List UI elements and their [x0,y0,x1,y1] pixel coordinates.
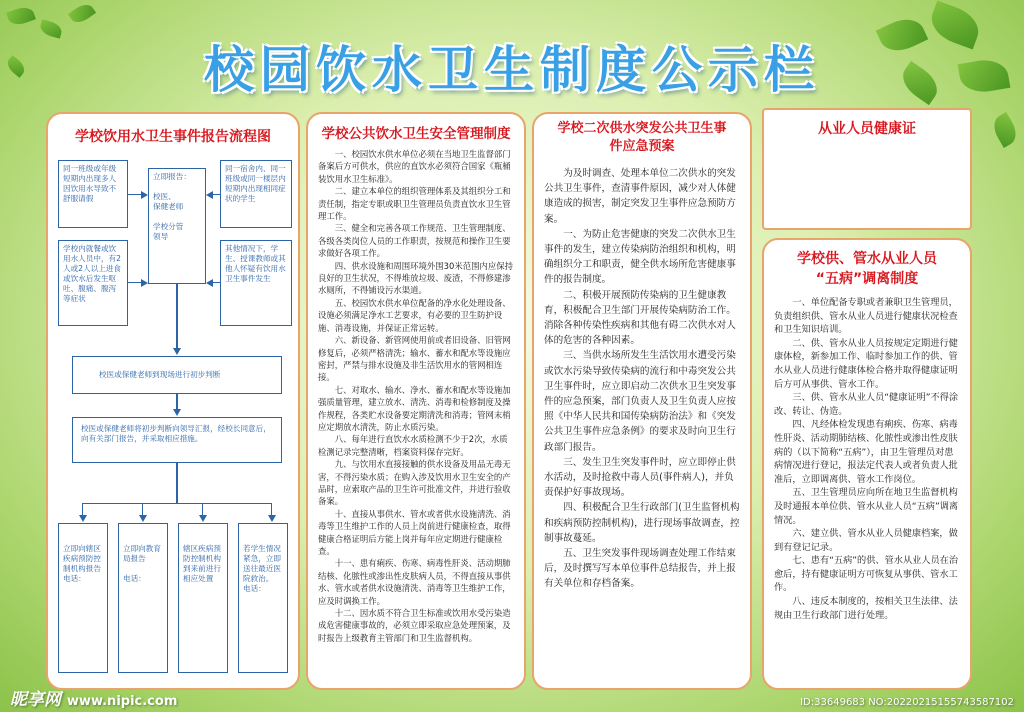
health-certificate-title: 从业人员健康证 [818,121,916,137]
plan-clause: 一、为防止危害健康的突发二次供水卫生事件的发生，建立传染病防治组织和机构，明确组织分工和职责，健全供水场所危害健康事件的报告制度。 [544,228,736,286]
page-title: 校园饮水卫生制度公示栏 [204,41,820,99]
flow-connector [176,284,177,348]
flow-box-education-report: 立即向教育局报告 电话： [118,523,168,673]
flow-connector [82,503,83,515]
plan-clause: 五、卫生突发事件现场调查处理工作结束后，及时撰写写本单位事件总结报告，并上报有关单位和存档备案。 [544,548,736,590]
flow-connector [82,503,272,504]
water-safety-policy-title: 学校公共饮水卫生安全管理制度 [321,126,511,142]
flow-connector [271,503,272,515]
policy-clause: 十一、患有痢疾、伤寒、病毒性肝炎、活动期肺结核、化脓性或渗出性皮肤病人员，不得直接从事供水、管水或者供水设施清洗、消毒等卫生维护工作，应及时调换工作。 [318,558,511,606]
policy-clause: 十二、因水质不符合卫生标准或饮用水受污染造成危害健康事故的，必须立即采取应急处理预案，及时报告上级教育主管部门和卫生监督机构。 [318,608,511,643]
flow-arrow [206,279,213,287]
plan-clause: 三、当供水场所发生生活饮用水遭受污染或饮水污染导致传染病的流行和中毒突发公共卫生事件时，应立即启动二次供水卫生突发事件的应急预案，部门负责人及卫生负责人应按照《中华人民共和国传染病防治法》和《突发公共卫生事件应急条例》的要求及时向卫生行政部门报告。 [544,350,736,453]
flow-arrow [173,409,181,416]
leaf-decoration [6,4,36,28]
five-diseases-panel [762,238,972,690]
five-diseases-clause: 六、建立供、管水从业人员健康档案，做到有登记记录。 [774,528,958,553]
emergency-plan-panel [532,112,752,690]
flow-box-dorm-symptoms: 同一宿舍内、同一班级或同一楼层内短期内出现相同症状的学生 [220,160,292,228]
flow-box-principal-report: 校医或保健老师将初步判断向领导汇报，经校长同意后，向有关部门报告，并采取相应措施。 [72,417,282,463]
policy-clause: 七、对取水、输水、净水、蓄水和配水等设施加强质量管理，建立放水、清洗、消毒和检修制度及操作规程，各类贮水设备要定期清洗和消毒；管网末梢应定期放水清洗，防止水质污染。 [318,384,511,432]
flowchart-title: 学校饮用水卫生事件报告流程图 [75,129,271,145]
emergency-plan-text [534,166,750,592]
flow-connector [142,503,143,515]
five-diseases-clause: 二、供、管水从业人员按规定定期进行健康体检，新参加工作、临时参加工作的供、管水从业人员进行健康体检合格并取得健康证明后方可从事供、管水工作。 [774,337,958,390]
flow-connector [176,394,177,409]
policy-clause: 八、每年进行直饮水水质检测不少于2次，水质检测记录完整清晰，档案资料保存完好。 [318,434,508,457]
flow-box-immediate-report: 立即报告： 校医、 保健老师 学校分管 领导 [148,168,206,284]
flow-connector [128,194,141,195]
flow-arrow [141,279,148,287]
flow-arrow [199,515,207,522]
five-diseases-text [764,296,970,622]
flow-box-cdc-report: 立即向辖区疾病预防控制机构报告 电话： [58,523,108,673]
five-diseases-clause: 七、患有“五病”的供、管水从业人员在治愈后，持有健康证明方可恢复从事供、管水工作。 [774,555,959,594]
leaf-decoration [989,112,1021,148]
policy-clause: 六、新设备、新管网使用前或者旧设备、旧管网修复后，必须严格清洗；输水、蓄水和配水等设施应密封，严禁与排水设施及非生活饮用水的管网相连接。 [318,335,511,383]
flow-connector [128,282,141,283]
policy-clause: 五、校园饮水供水单位配备的净水化处理设备、设施必须满足净水工艺要求，有必要的卫生防护设施、消毒设施，并保证正常运转。 [318,297,511,333]
flow-box-hospital-rescue: 若学生情况紧急，立即送往最近医院救治。 电话： [238,523,288,673]
flow-arrow [139,515,147,522]
five-diseases-clause: 三、供、管水从业人员“健康证明”不得涂改、转让、伪造。 [774,392,959,417]
plan-clause: 为及时调查、处理本单位二次供水的突发公共卫生事件，查清事件原因，减少对人体健康造成的损害，制定突发卫生事件应急预防方案。 [544,168,736,225]
flow-arrow [79,515,87,522]
five-diseases-clause: 四、凡经体检发现患有痢疾、伤寒、病毒性肝炎、活动期肺结核、化脓性或渗出性皮肤病的（以下简称“五病”），由卫生管理员对患病情况进行登记，报法定代表人或者负责人批准后，立即调离供、管水工作岗位。 [774,419,958,485]
flow-arrow [206,191,213,199]
plan-clause: 四、积极配合卫生行政部门(卫生监督机构和疾病预防控制机构)，进行现场事故调查，控制事故蔓延。 [544,502,740,544]
flow-box-other-suspicion: 其他情况下，学生、授课教师或其他人怀疑有饮用水卫生事件发生 [220,240,292,326]
plan-clause: 二、积极开展预防传染病的卫生健康教育，积极配合卫生部门开展传染病防治工作。消除各种传染性疾病和其他有碍二次供水对人体的危害的各种因素。 [544,289,736,347]
health-certificate-panel [762,108,972,230]
report-flowchart-panel [46,112,300,690]
watermark-logo [10,685,177,710]
policy-clause: 九、与饮用水直接接触的供水设备及用品无毒无害，不得污染水质；在购入涉及饮用水卫生安全的产品时，应索取产品的卫生许可批准文件，并进行验收备案。 [318,459,511,507]
flow-arrow [173,348,181,355]
flow-box-initial-judgment: 校医或保健老师到现场进行初步判断 [72,356,282,394]
watermark-logo-text: 昵享网 [10,690,61,710]
watermark-url: www.nipic.com [66,694,178,709]
emergency-plan-title: 学校二次供水突发公共卫生事件应急预案 [557,121,727,154]
flow-box-onsite-handling: 辖区疾病预防控制机构到来前进行相应处置 [178,523,228,673]
five-diseases-title-line2: “五病”调离制度 [815,271,919,287]
flow-box-class-illness: 同一班级或年级短期内出现多人因饮用水导致不舒服请假 [58,160,128,228]
flow-box-dining-symptoms: 学校内就餐或饮用水人员中，有2人或2人以上进食或饮水后发生呕吐、腹痛、腹泻等症状 [58,240,128,326]
flow-connector [202,503,203,515]
policy-clause: 十、直接从事供水、管水或者供水设施清洗、消毒等卫生维护工作的人员上岗前进行健康检查，取得健康合格证明后方能上岗并每年应定期进行健康检查。 [318,508,511,556]
flow-arrow [268,515,276,522]
flow-connector [213,194,220,195]
watermark-id: ID:33649683 NO:20220215155743587102 [800,697,1014,708]
water-safety-policy-panel [306,112,526,690]
policy-clause: 三、健全和完善各项工作规范、卫生管理制度、各级各类岗位人员的工作职责，按规范和操作卫生要求做好各项工作。 [318,223,511,259]
five-diseases-clause: 五、卫生管理员应向所在地卫生监督机构及时通报本单位供、管水从业人员“五病”调离情况。 [774,487,959,526]
leaf-decoration [68,0,96,26]
plan-clause: 三、发生卫生突发事件时，应立即停止供水活动，及时抢救中毒人员(事件病人)，并负责保护好事故现场。 [544,456,736,499]
policy-clause: 四、供水设施和周围环境外围30米范围内应保持良好的卫生状况，不得堆放垃圾、废渣，不得修建渗水厕所，不得铺设污水渠道。 [318,260,513,296]
five-diseases-clause: 八、违反本制度的，按相关卫生法律、法规由卫生行政部门进行处理。 [774,596,958,621]
five-diseases-clause: 一、单位配备专职或者兼职卫生管理员，负责组织供、管水从业人员进行健康状况检查和卫生知识培训。 [774,297,958,336]
flow-arrow [141,191,148,199]
water-safety-policy-text [308,148,524,644]
policy-clause: 二、建立本单位的组织管理体系及其组织分工和责任制，指定专职或职卫生管理员负责直饮水卫生管理工作。 [318,186,511,222]
five-diseases-title-line1: 学校供、管水从业人员 [797,251,937,267]
flow-connector [176,463,177,503]
flow-connector [213,282,220,283]
policy-clause: 一、校园饮水供水单位必须在当地卫生监督部门备案后方可供水，供应的直饮水必须符合国家《瓶桶装饮用水卫生标准》。 [318,149,511,184]
